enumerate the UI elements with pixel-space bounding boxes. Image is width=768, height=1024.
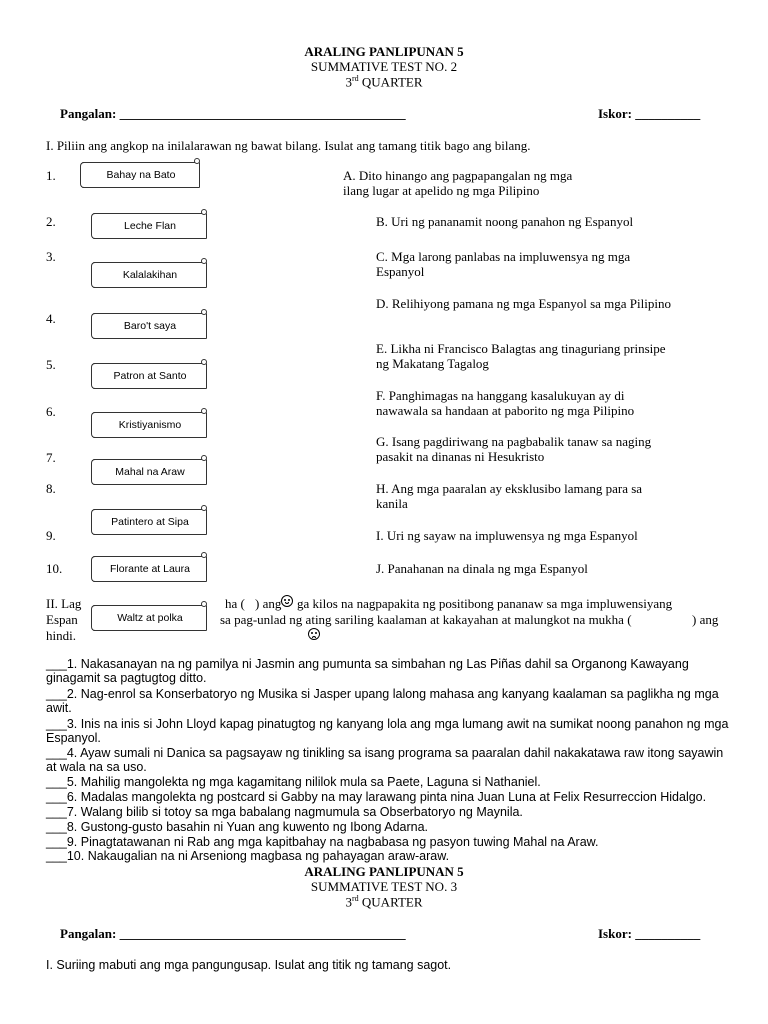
item-number: 10. [46, 561, 63, 576]
scroll-banner: Patron at Santo [93, 363, 207, 389]
item-number: 3. [46, 249, 56, 264]
score-line: __________ [635, 106, 701, 121]
part2-item: ___10. Nakaugalian na ni Arseniong magbasa ng pahayagan araw-araw. [46, 849, 450, 863]
choice-b: B. Uri ng pananamit noong panahon ng Espanyol [376, 214, 634, 229]
scroll-banner: Baro't saya [93, 313, 207, 339]
scroll-banner: Kalalakihan [93, 262, 207, 288]
scroll-banner: Patintero at Sipa [93, 509, 207, 535]
sad-face-icon [308, 628, 320, 640]
part2-item: ___6. Madalas mangolekta ng postcard si Gabby na may larawang pinta nina Juan Luna at Felix Resurreccion Hidalgo. [46, 790, 707, 804]
part2-item: ___9. Pinagtatawanan ni Rab ang mga kapitbahay na nagbabasa ng pasyon tuwing Mahal na Araw. [46, 835, 599, 849]
choice-d: D. Relihiyong pamana ng mga Espanyol sa mga Pilipino [376, 296, 671, 311]
part2-item: ___2. Nag-enrol sa Konserbatoryo ng Musika si Jasper upang lalong mahasa ang kanyang kaalaman sa paglikha ng mga awit. [46, 687, 719, 715]
test3-quarter: 3rd QUARTER [345, 894, 423, 910]
scroll-banner: Florante at Laura [93, 556, 207, 582]
score-line: __________ [635, 926, 701, 941]
test3-title: ARALING PANLIPUNAN 5 [304, 864, 464, 879]
scroll-banner: Bahay na Bato [82, 162, 200, 188]
choice-j: J. Panahanan na dinala ng mga Espanyol [376, 561, 588, 576]
choice-i: I. Uri ng sayaw na impluwensya ng mga Espanyol [376, 528, 638, 543]
test2-subtitle: SUMMATIVE TEST NO. 2 [310, 59, 458, 74]
score-label: Iskor: [598, 926, 632, 941]
name-label: Pangalan: [60, 106, 117, 121]
choice-a: A. Dito hinango ang pagpapangalan ng mga ilang lugar at apelido ng mga Pilipino [343, 168, 573, 198]
part2-item: ___5. Mahilig mangolekta ng mga kagamitang nililok mula sa Paete, Laguna si Nathaniel. [46, 775, 541, 789]
choice-f: F. Panghimagas na hanggang kasalukuyan ay di nawawala sa handaan at paborito ng mga Pilipino [376, 388, 635, 418]
item-number: 6. [46, 404, 56, 419]
part2-item: ___7. Walang bilib si totoy sa mga babalang nagmumula sa Obserbatoryo ng Maynila. [46, 805, 523, 819]
name-line: ____________________________________________ [119, 926, 406, 941]
test2-quarter: 3rd QUARTER [345, 74, 423, 90]
item-number: 1. [46, 168, 56, 183]
scroll-banner: Leche Flan [93, 213, 207, 239]
part2-item: ___1. Nakasanayan na ng pamilya ni Jasmin ang pumunta sa simbahan ng Las Piñas dahil sa Organong Kawayang ginagamit sa pagtugtog ditto. [46, 657, 689, 685]
score-field [598, 106, 700, 122]
score-field [598, 926, 700, 942]
test3-subtitle: SUMMATIVE TEST NO. 3 [310, 879, 458, 894]
item-number: 4. [46, 311, 56, 326]
item-number: 2. [46, 214, 56, 229]
scroll-banner: Mahal na Araw [93, 459, 207, 485]
part2-item: ___8. Gustong-gusto basahin ni Yuan ang kuwento ng Ibong Adarna. [46, 820, 429, 834]
item-number: 9. [46, 528, 56, 543]
scroll-banner: Waltz at polka [93, 605, 207, 631]
part2-item: ___3. Inis na inis si John Lloyd kapag pinatugtog ng kanyang lola ang mga lumang awit na sumikat noong panahon ng mga Espanyol. [46, 717, 729, 745]
name-field [60, 926, 406, 942]
name-line: ____________________________________________ [119, 106, 406, 121]
happy-face-icon [281, 595, 293, 607]
item-number: 7. [46, 450, 56, 465]
score-label: Iskor: [598, 106, 632, 121]
name-field [60, 106, 406, 122]
name-label: Pangalan: [60, 926, 117, 941]
choice-h: H. Ang mga paaralan ay eksklusibo lamang para sa kanila [376, 481, 643, 511]
test2-title: ARALING PANLIPUNAN 5 [304, 44, 464, 59]
choice-e: E. Likha ni Francisco Balagtas ang tinaguriang prinsipe ng Makatang Tagalog [376, 341, 666, 371]
part1-instruction: I. Piliin ang angkop na inilalarawan ng bawat bilang. Isulat ang tamang titik bago ang bilang. [46, 138, 531, 153]
choice-g: G. Isang pagdiriwang na pagbabalik tanaw sa naging pasakit na dinanas ni Hesukristo [376, 434, 652, 464]
part2-instruction-line3: hindi. [46, 628, 76, 643]
item-number: 5. [46, 357, 56, 372]
item-number: 8. [46, 481, 56, 496]
part2-item: ___4. Ayaw sumali ni Danica sa pagsayaw ng tinikling sa isang programa sa paaralan dahil nakakatawa raw itong sayawin at wala na sa uso. [46, 746, 724, 774]
test3-instruction: I. Suriing mabuti ang mga pangungusap. Isulat ang titik ng tamang sagot. [46, 958, 452, 972]
scroll-banner: Kristiyanismo [93, 412, 207, 438]
choice-c: C. Mga larong panlabas na impluwensya ng mga Espanyol [376, 249, 631, 279]
